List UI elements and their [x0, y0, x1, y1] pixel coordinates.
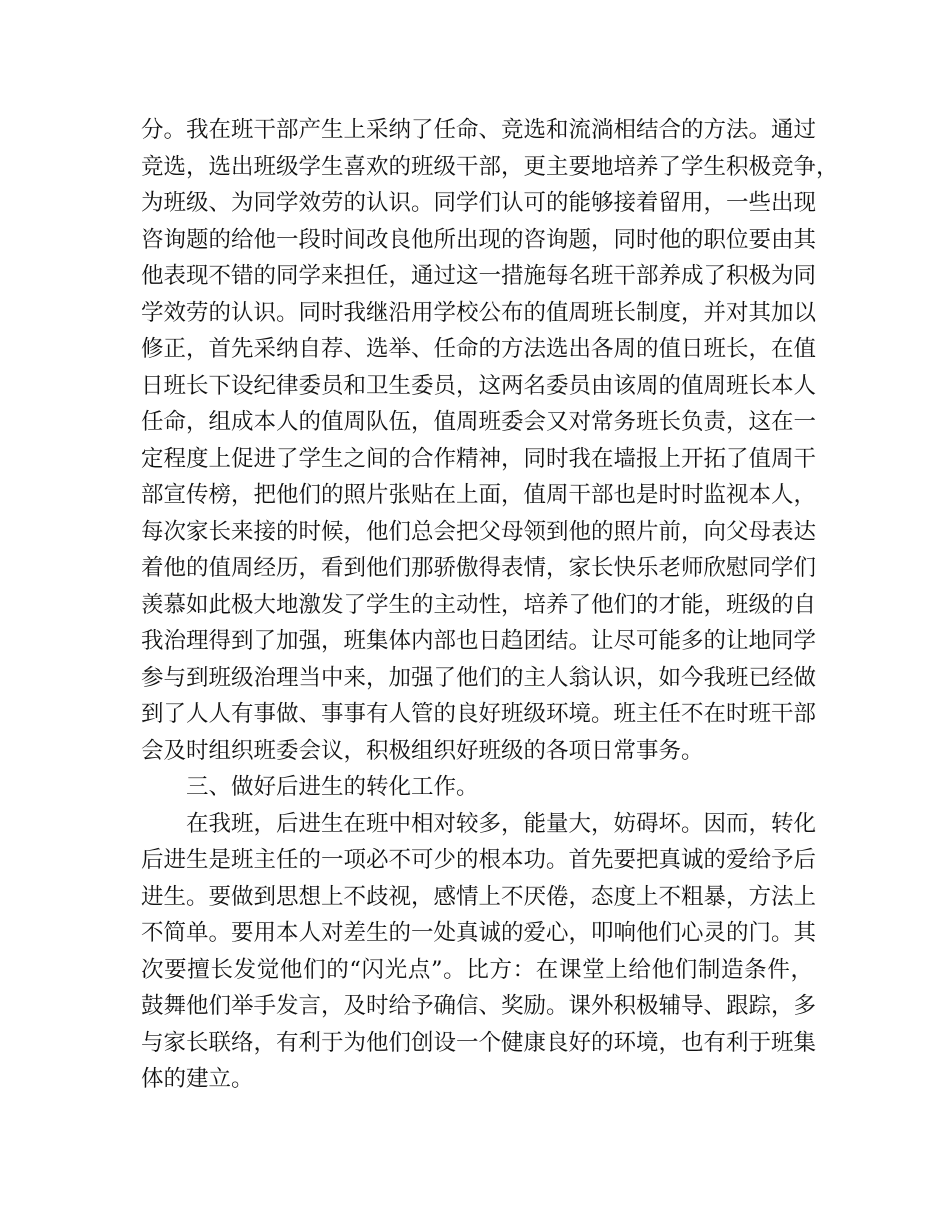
- text-line: 任命，组成本人的值周队伍，值周班委会又对常务班长负责，这在一: [141, 409, 817, 435]
- text-line: 修正，首先采纳自荐、选举、任命的方法选出各周的值日班长，在值: [141, 336, 817, 362]
- text-line: 进生。要做到思想上不歧视，感情上不厌倦，态度上不粗暴，方法上: [141, 883, 817, 910]
- text-line: 部宣传榜，把他们的照片张贴在上面，值周干部也是时时监视本人，: [141, 482, 817, 508]
- text-line: 分。我在班干部产生上采纳了任命、竞选和流淌相结合的方法。通过: [141, 117, 817, 143]
- text-line: 定程度上促进了学生之间的合作精神，同时我在墙报上开拓了值周干: [141, 445, 817, 472]
- text-line: 我治理得到了加强，班集体内部也日趋团结。让尽可能多的让地同学: [141, 628, 817, 654]
- body-text: [141, 112, 839, 1098]
- text-line: 参与到班级治理当中来，加强了他们的主人翁认识，如今我班已经做: [141, 664, 817, 691]
- text-line: 日班长下设纪律委员和卫生委员，这两名委员由该周的值周班长本人: [141, 372, 817, 399]
- text-line: 不简单。要用本人对差生的一处真诚的爱心，叩响他们心灵的门。其: [141, 920, 817, 946]
- text-line: 每次家长来接的时候，他们总会把父母领到他的照片前，向父母表达: [141, 518, 817, 545]
- text-line: 与家长联络，有利于为他们创设一个健康良好的环境，也有利于班集: [141, 1029, 817, 1056]
- text-line: 后进生是班主任的一项必不可少的根本功。首先要把真诚的爱给予后: [141, 847, 817, 873]
- text-line: 为班级、为同学效劳的认识。同学们认可的能够接着留用，一些出现: [141, 190, 817, 216]
- text-line: 学效劳的认识。同时我继沿用学校公布的值周班长制度，并对其加以: [141, 299, 817, 326]
- section-heading: 三、做好后进生的转化工作。: [186, 774, 479, 800]
- text-line: 体的建立。: [141, 1066, 254, 1092]
- text-line: 次要擅长发觉他们的“闪光点”。比方：在课堂上给他们制造条件，: [141, 956, 813, 983]
- text-line: 咨询题的给他一段时间改良他所出现的咨询题，同时他的职位要由其: [141, 226, 817, 253]
- text-line: 会及时组织班委会议，积极组织好班级的各项日常事务。: [141, 737, 704, 764]
- text-line: 竞选，选出班级学生喜欢的班级干部，更主要地培养了学生积极竞争，: [141, 153, 839, 180]
- text-line: 到了人人有事做、事事有人管的良好班级环境。班主任不在时班干部: [141, 701, 817, 727]
- text-line: 着他的值周经历，看到他们那骄傲得表情，家长快乐老师欣慰同学们: [141, 555, 817, 581]
- text-line: 鼓舞他们举手发言，及时给予确信、奖励。课外积极辅导、跟踪，多: [141, 993, 817, 1019]
- text-line: 在我班，后进生在班中相对较多，能量大，妨碍坏。因而，转化: [186, 810, 817, 837]
- text-line: 他表现不错的同学来担任，通过这一措施每名班干部养成了积极为同: [141, 263, 817, 289]
- text-line: 羡慕如此极大地激发了学生的主动性，培养了他们的才能，班级的自: [141, 591, 817, 618]
